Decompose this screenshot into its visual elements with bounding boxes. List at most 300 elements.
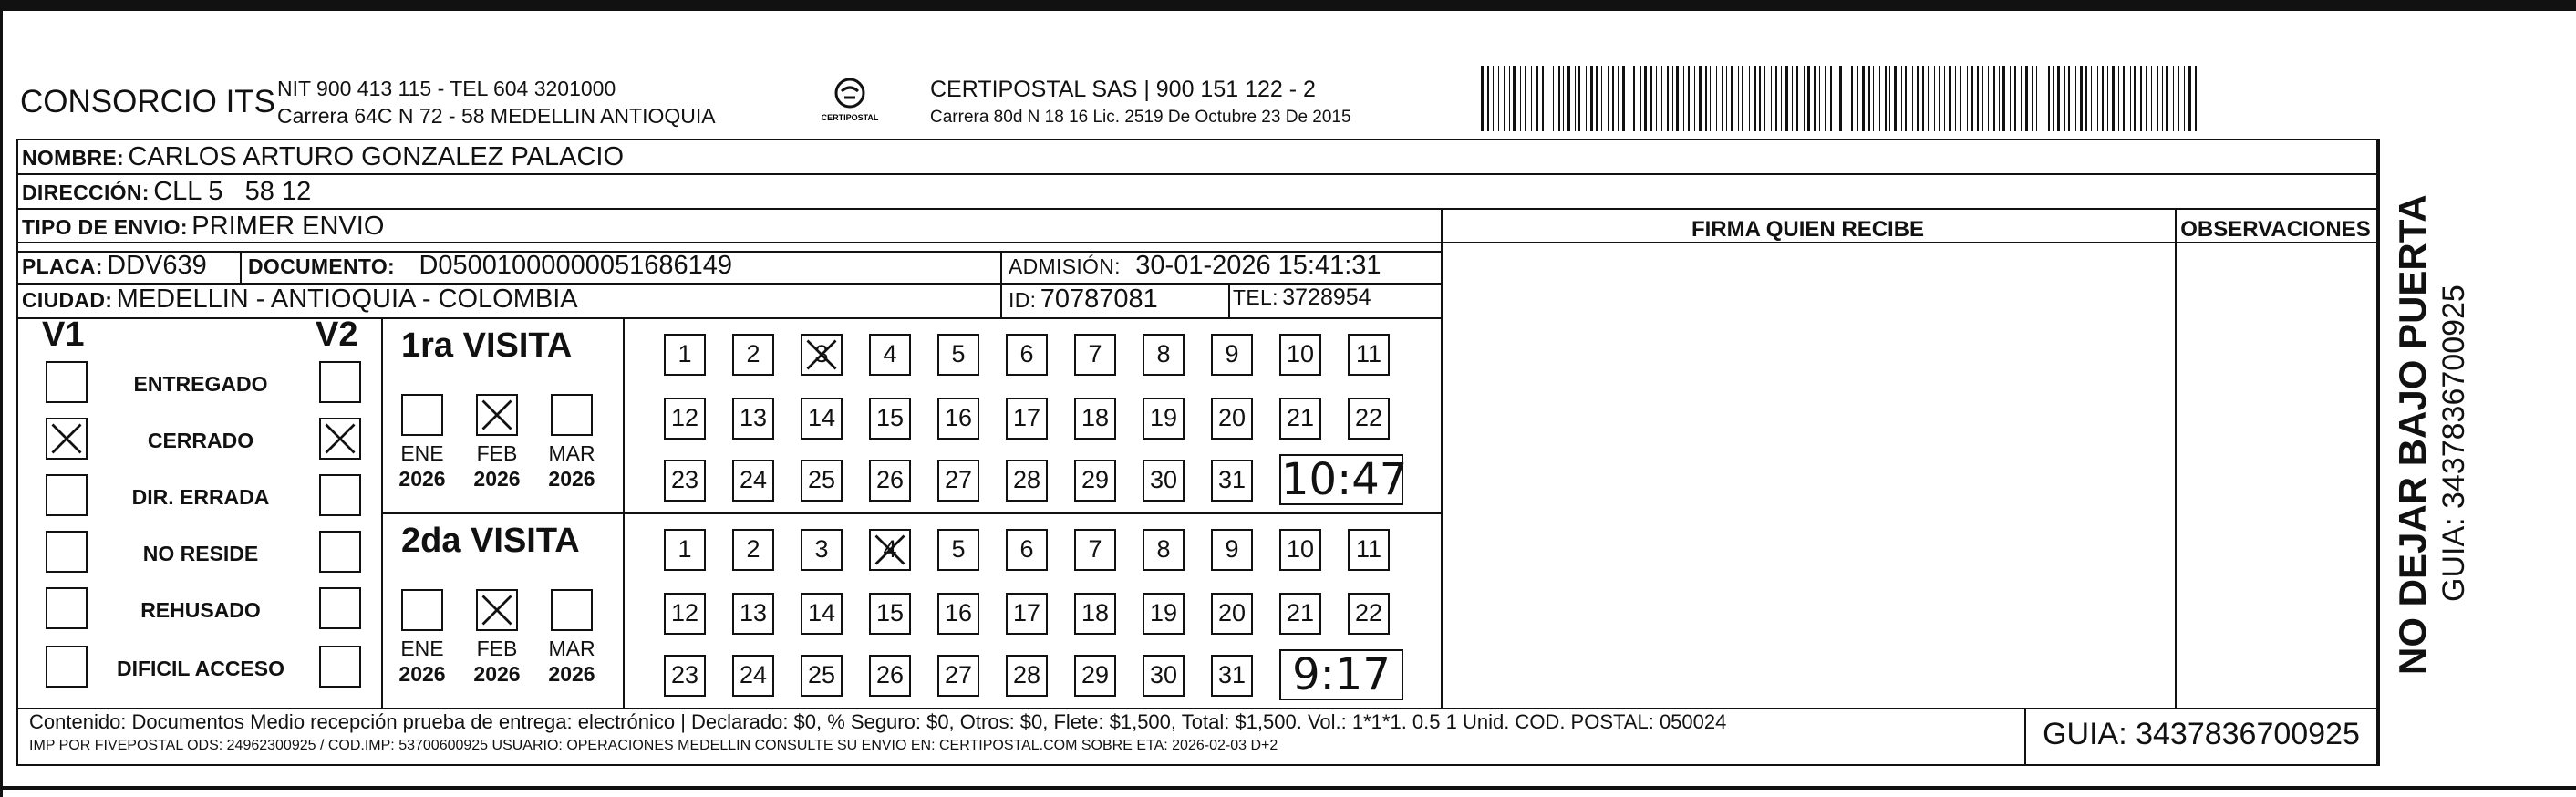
day-box[interactable] bbox=[801, 460, 843, 502]
barcode-bar bbox=[1590, 66, 1593, 131]
visit-time: 9:17 bbox=[1279, 649, 1403, 700]
month-name: MAR bbox=[548, 441, 595, 465]
v1-checkbox[interactable] bbox=[46, 587, 88, 629]
day-box[interactable] bbox=[732, 334, 774, 376]
day-box[interactable] bbox=[937, 655, 979, 697]
day-number: 1 bbox=[678, 340, 692, 367]
day-number: 24 bbox=[739, 661, 768, 688]
day-box[interactable] bbox=[1006, 529, 1048, 571]
day-box[interactable] bbox=[801, 334, 843, 376]
barcode-bar bbox=[1531, 66, 1532, 131]
barcode bbox=[1479, 66, 2199, 131]
footer-line2: IMP POR FIVEPOSTAL ODS: 24962300925 / COD.IMP: 53700600925 USUARIO: OPERACIONES MEDELLIN CONSULTE SU ENVIO EN: CERTIPOSTAL.COM SOBRE ETA: 2026-02-03 D+2 bbox=[29, 738, 1278, 753]
barcode-bar bbox=[1775, 66, 1777, 131]
barcode-bar bbox=[1885, 66, 1887, 131]
barcode-bar bbox=[1785, 66, 1788, 131]
nombre-value: CARLOS ARTURO GONZALEZ PALACIO bbox=[128, 142, 625, 171]
v2-checkbox[interactable] bbox=[319, 531, 361, 573]
day-number: 13 bbox=[739, 404, 768, 431]
admision-value: 30-01-2026 15:41:31 bbox=[1135, 251, 1381, 280]
barcode-bar bbox=[2195, 66, 2197, 131]
barcode-bar bbox=[1982, 66, 1983, 131]
day-box[interactable] bbox=[1211, 334, 1253, 376]
day-box[interactable] bbox=[1211, 460, 1253, 502]
day-box[interactable] bbox=[1211, 655, 1253, 697]
day-box[interactable] bbox=[1006, 334, 1048, 376]
v2-checkbox[interactable] bbox=[319, 361, 361, 403]
day-box[interactable] bbox=[1143, 334, 1185, 376]
barcode-bar bbox=[1513, 66, 1516, 131]
check-mark-icon bbox=[478, 396, 516, 434]
day-number: 8 bbox=[1156, 535, 1171, 563]
side-guia: GUIA: 3437836700925 bbox=[2436, 285, 2471, 602]
barcode-bar bbox=[2107, 66, 2108, 131]
barcode-bar bbox=[2064, 66, 2065, 131]
day-number: 5 bbox=[951, 535, 966, 563]
direccion-row bbox=[22, 177, 311, 207]
firma-header: FIRMA QUIEN RECIBE bbox=[1691, 217, 1925, 242]
barcode-bar bbox=[2080, 66, 2083, 131]
barcode-bar bbox=[1960, 66, 1961, 131]
day-box[interactable] bbox=[937, 593, 979, 635]
day-number: 27 bbox=[944, 661, 973, 688]
day-number: 7 bbox=[1088, 340, 1102, 367]
day-box[interactable] bbox=[1143, 655, 1185, 697]
barcode-bar bbox=[1504, 66, 1505, 131]
barcode-bar bbox=[1830, 66, 1832, 131]
v1-checkbox[interactable] bbox=[46, 418, 88, 460]
barcode-bar bbox=[1901, 66, 1902, 131]
barcode-bar bbox=[1839, 66, 1842, 131]
barcode-bar bbox=[1879, 66, 1880, 131]
barcode-bar bbox=[2162, 66, 2163, 131]
check-mark-icon bbox=[321, 419, 359, 458]
day-box[interactable] bbox=[664, 655, 706, 697]
day-number: 31 bbox=[1217, 466, 1247, 493]
barcode-bar bbox=[1650, 66, 1652, 131]
placa-value: DDV639 bbox=[107, 251, 207, 280]
check-mark-icon bbox=[47, 419, 86, 458]
barcode-bar bbox=[1796, 66, 1798, 131]
barcode-bar bbox=[2134, 66, 2136, 131]
status-label: REHUSADO bbox=[140, 598, 261, 622]
col-line bbox=[2376, 139, 2378, 766]
v1-checkbox[interactable] bbox=[46, 646, 88, 688]
status-label: CERRADO bbox=[147, 429, 254, 452]
v1-checkbox[interactable] bbox=[46, 361, 88, 403]
day-box[interactable] bbox=[1143, 593, 1185, 635]
day-number: 23 bbox=[670, 661, 699, 688]
barcode-bar bbox=[2140, 66, 2142, 131]
month-checkbox[interactable] bbox=[476, 589, 518, 631]
barcode-bar bbox=[1949, 66, 1951, 131]
barcode-bar bbox=[1622, 66, 1625, 131]
barcode-bar bbox=[1672, 66, 1673, 131]
barcode-bar bbox=[2151, 66, 2152, 131]
v2-checkbox[interactable] bbox=[319, 587, 361, 629]
left-border bbox=[0, 0, 3, 797]
month-year: 2026 bbox=[473, 467, 521, 491]
v1-checkbox[interactable] bbox=[46, 531, 88, 573]
day-number: 15 bbox=[875, 599, 905, 626]
id-row bbox=[1009, 285, 1158, 315]
status-label: DIR. ERRADA bbox=[131, 485, 270, 509]
barcode-bar bbox=[1792, 66, 1793, 131]
day-box[interactable] bbox=[664, 460, 706, 502]
bottom-border bbox=[0, 786, 2576, 790]
month-checkbox[interactable] bbox=[551, 394, 593, 436]
day-box[interactable] bbox=[1348, 334, 1390, 376]
barcode-bar bbox=[1955, 66, 1956, 131]
month-name: ENE bbox=[400, 637, 444, 660]
day-number: 17 bbox=[1012, 599, 1041, 626]
v2-checkbox[interactable] bbox=[319, 474, 361, 516]
barcode-bar bbox=[2097, 66, 2098, 131]
barcode-bar bbox=[1967, 66, 1968, 131]
barcode-bar bbox=[2085, 66, 2087, 131]
barcode-bar bbox=[1563, 66, 1564, 131]
v2-checkbox[interactable] bbox=[319, 646, 361, 688]
day-box[interactable] bbox=[1211, 529, 1253, 571]
day-box[interactable] bbox=[1006, 460, 1048, 502]
documento-value: D05001000000051686149 bbox=[419, 251, 732, 280]
day-box[interactable] bbox=[801, 529, 843, 571]
barcode-bar bbox=[2036, 66, 2037, 131]
visit-title: 1ra VISITA bbox=[401, 326, 573, 365]
status-label: ENTREGADO bbox=[133, 372, 268, 396]
month-name: FEB bbox=[476, 637, 518, 660]
barcode-bar bbox=[1988, 66, 1989, 131]
day-number: 21 bbox=[1286, 599, 1315, 626]
day-box[interactable] bbox=[732, 655, 774, 697]
visit-time: 10:47 bbox=[1281, 454, 1408, 505]
barcode-bar bbox=[2010, 66, 2011, 131]
company-name: CONSORCIO ITS bbox=[20, 84, 276, 119]
month-year: 2026 bbox=[398, 662, 446, 686]
barcode-bar bbox=[1699, 66, 1702, 131]
day-box[interactable] bbox=[1348, 593, 1390, 635]
barcode-bar bbox=[1618, 66, 1619, 131]
day-number: 19 bbox=[1149, 404, 1178, 431]
day-box[interactable] bbox=[1074, 655, 1116, 697]
day-box[interactable] bbox=[1279, 398, 1321, 440]
barcode-bar bbox=[2178, 66, 2179, 131]
admision-label: ADMISIÓN: bbox=[1009, 254, 1121, 278]
day-box[interactable] bbox=[801, 398, 843, 440]
day-number: 14 bbox=[807, 404, 836, 431]
day-number: 15 bbox=[875, 404, 905, 431]
check-mark-icon bbox=[802, 336, 841, 374]
certipostal-logo bbox=[813, 73, 886, 128]
day-number: 22 bbox=[1354, 599, 1383, 626]
day-box[interactable] bbox=[732, 460, 774, 502]
day-box[interactable] bbox=[1211, 593, 1253, 635]
barcode-bar bbox=[1814, 66, 1816, 131]
barcode-bar bbox=[1738, 66, 1739, 131]
ciudad-label: CIUDAD: bbox=[22, 288, 113, 312]
v1-checkbox[interactable] bbox=[46, 474, 88, 516]
day-number: 14 bbox=[807, 599, 836, 626]
barcode-bar bbox=[1558, 66, 1560, 131]
barcode-bar bbox=[1640, 66, 1641, 131]
day-number: 6 bbox=[1019, 535, 1034, 563]
barcode-bar bbox=[2157, 66, 2158, 131]
barcode-bar bbox=[1596, 66, 1598, 131]
day-number: 30 bbox=[1149, 661, 1178, 688]
day-box[interactable] bbox=[1074, 398, 1116, 440]
day-box[interactable] bbox=[801, 593, 843, 635]
day-number: 10 bbox=[1286, 535, 1315, 563]
month-checkbox[interactable] bbox=[551, 589, 593, 631]
barcode-bar bbox=[1771, 66, 1772, 131]
day-box[interactable] bbox=[1143, 529, 1185, 571]
barcode-bar bbox=[1889, 66, 1890, 131]
day-box[interactable] bbox=[1074, 529, 1116, 571]
barcode-bar bbox=[1971, 66, 1973, 131]
barcode-bar bbox=[1781, 66, 1782, 131]
day-box[interactable] bbox=[1143, 460, 1185, 502]
month-checkbox[interactable] bbox=[476, 394, 518, 436]
barcode-bar bbox=[1667, 66, 1669, 131]
col-line bbox=[240, 251, 242, 283]
day-box[interactable] bbox=[1279, 529, 1321, 571]
day-box[interactable] bbox=[1006, 655, 1048, 697]
tel-label: TEL: bbox=[1233, 285, 1278, 309]
day-box[interactable] bbox=[937, 460, 979, 502]
day-box[interactable] bbox=[937, 529, 979, 571]
day-number: 12 bbox=[670, 404, 699, 431]
barcode-bar bbox=[1509, 66, 1510, 131]
barcode-bar bbox=[2130, 66, 2131, 131]
barcode-bar bbox=[1922, 66, 1924, 131]
day-box[interactable] bbox=[869, 398, 911, 440]
tipo-label: TIPO DE ENVIO: bbox=[22, 215, 188, 239]
barcode-bar bbox=[2002, 66, 2005, 131]
barcode-bar bbox=[1710, 66, 1711, 131]
day-number: 9 bbox=[1225, 535, 1239, 563]
day-number: 16 bbox=[944, 404, 973, 431]
barcode-bar bbox=[1862, 66, 1865, 131]
day-number: 18 bbox=[1081, 404, 1110, 431]
barcode-bar bbox=[2184, 66, 2185, 131]
barcode-bar bbox=[1567, 66, 1570, 131]
barcode-bar bbox=[2102, 66, 2104, 131]
barcode-bar bbox=[2188, 66, 2191, 131]
barcode-bar bbox=[1575, 66, 1576, 131]
direccion-label: DIRECCIÓN: bbox=[22, 181, 150, 204]
day-box[interactable] bbox=[732, 593, 774, 635]
barcode-bar bbox=[2032, 66, 2033, 131]
col-line bbox=[2175, 208, 2177, 708]
barcode-bar bbox=[1873, 66, 1874, 131]
direccion-value: CLL 5 58 12 bbox=[153, 177, 312, 206]
day-box[interactable] bbox=[1074, 593, 1116, 635]
barcode-bar bbox=[1525, 66, 1526, 131]
barcode-bar bbox=[1804, 66, 1805, 131]
barcode-bar bbox=[2091, 66, 2092, 131]
tel-value: 3728954 bbox=[1282, 285, 1371, 310]
day-box[interactable] bbox=[869, 529, 911, 571]
id-label: ID: bbox=[1009, 288, 1037, 312]
day-box[interactable] bbox=[1006, 593, 1048, 635]
day-box[interactable] bbox=[869, 593, 911, 635]
barcode-bar bbox=[2146, 66, 2147, 131]
day-number: 22 bbox=[1354, 404, 1383, 431]
barcode-bar bbox=[1825, 66, 1826, 131]
month-name: MAR bbox=[548, 637, 595, 660]
day-number: 6 bbox=[1019, 340, 1034, 367]
placa-label: PLACA: bbox=[22, 254, 103, 278]
barcode-bar bbox=[1851, 66, 1853, 131]
barcode-bar bbox=[1586, 66, 1587, 131]
day-box[interactable] bbox=[664, 398, 706, 440]
day-number: 26 bbox=[875, 661, 905, 688]
day-number: 31 bbox=[1217, 661, 1247, 688]
barcode-bar bbox=[1608, 66, 1609, 131]
barcode-bar bbox=[1759, 66, 1761, 131]
day-box[interactable] bbox=[1143, 398, 1185, 440]
barcode-bar bbox=[1722, 66, 1723, 131]
day-box[interactable] bbox=[869, 460, 911, 502]
col-line bbox=[381, 317, 383, 708]
day-box[interactable] bbox=[1074, 334, 1116, 376]
day-number: 29 bbox=[1081, 466, 1110, 493]
month-year: 2026 bbox=[398, 467, 446, 491]
certipostal-line2: Carrera 80d N 18 16 Lic. 2519 De Octubre 23 De 2015 bbox=[930, 108, 1351, 127]
v2-checkbox[interactable] bbox=[319, 418, 361, 460]
barcode-bar bbox=[1553, 66, 1554, 131]
barcode-bar bbox=[2112, 66, 2115, 131]
day-box[interactable] bbox=[937, 334, 979, 376]
barcode-bar bbox=[1716, 66, 1717, 131]
barcode-bar bbox=[1644, 66, 1647, 131]
status-label: NO RESIDE bbox=[142, 542, 259, 565]
day-number: 4 bbox=[883, 535, 897, 563]
status-label: DIFICIL ACCESO bbox=[116, 657, 284, 680]
barcode-bar bbox=[1905, 66, 1907, 131]
barcode-bar bbox=[1661, 66, 1662, 131]
day-number: 18 bbox=[1081, 599, 1110, 626]
day-box[interactable] bbox=[1074, 460, 1116, 502]
day-box[interactable] bbox=[732, 529, 774, 571]
day-number: 9 bbox=[1225, 340, 1239, 367]
footer-line1: Contenido: Documentos Medio recepción prueba de entrega: electrónico | Declarado: $0, % Seguro: $0, Otros: $0, Flete: $1,500, Total: $1,500. Vol.: 1*1*1. 0.5 1 Unid. COD. POSTAL: 050024 bbox=[29, 710, 1727, 733]
top-border bbox=[0, 0, 2576, 11]
check-mark-icon bbox=[478, 591, 516, 629]
day-box[interactable] bbox=[732, 398, 774, 440]
logo-text: CERTIPOSTAL bbox=[821, 113, 879, 122]
footer-guia: GUIA: 3437836700925 bbox=[2043, 717, 2360, 751]
barcode-bar bbox=[1807, 66, 1810, 131]
col-line bbox=[1000, 251, 1002, 317]
documento-row bbox=[248, 251, 732, 281]
barcode-bar bbox=[1520, 66, 1521, 131]
day-number: 11 bbox=[1355, 340, 1382, 367]
col-line bbox=[1441, 208, 1443, 708]
day-box[interactable] bbox=[1211, 398, 1253, 440]
barcode-bar bbox=[1977, 66, 1979, 131]
day-number: 20 bbox=[1217, 599, 1247, 626]
day-number: 30 bbox=[1149, 466, 1178, 493]
tipo-value: PRIMER ENVIO bbox=[191, 212, 385, 241]
barcode-bar bbox=[2014, 66, 2016, 131]
month-checkbox[interactable] bbox=[401, 394, 443, 436]
month-year: 2026 bbox=[548, 467, 595, 491]
day-box[interactable] bbox=[1006, 398, 1048, 440]
day-number: 11 bbox=[1355, 535, 1382, 563]
v1-header: V1 bbox=[42, 316, 85, 354]
day-box[interactable] bbox=[664, 593, 706, 635]
day-box[interactable] bbox=[664, 529, 706, 571]
day-number: 27 bbox=[944, 466, 973, 493]
barcode-bar bbox=[1993, 66, 1995, 131]
certipostal-line1: CERTIPOSTAL SAS | 900 151 122 - 2 bbox=[930, 77, 1316, 102]
day-number: 7 bbox=[1088, 535, 1102, 563]
day-box[interactable] bbox=[1348, 529, 1390, 571]
barcode-bar bbox=[1912, 66, 1913, 131]
observaciones-header: OBSERVACIONES bbox=[2180, 217, 2371, 242]
barcode-bar bbox=[1928, 66, 1929, 131]
col-line bbox=[623, 317, 625, 708]
barcode-bar bbox=[1934, 66, 1935, 131]
nit-line: NIT 900 413 115 - TEL 604 3201000 bbox=[277, 77, 616, 100]
barcode-bar bbox=[1857, 66, 1858, 131]
month-checkbox[interactable] bbox=[401, 589, 443, 631]
day-box[interactable] bbox=[1348, 398, 1390, 440]
day-number: 23 bbox=[670, 466, 699, 493]
barcode-bar bbox=[2173, 66, 2174, 131]
side-no-dejar: NO DEJAR BAJO PUERTA bbox=[2391, 194, 2434, 675]
barcode-bar bbox=[2057, 66, 2060, 131]
day-number: 8 bbox=[1156, 340, 1171, 367]
day-number: 16 bbox=[944, 599, 973, 626]
barcode-bar bbox=[2068, 66, 2070, 131]
barcode-bar bbox=[1868, 66, 1870, 131]
barcode-bar bbox=[1819, 66, 1820, 131]
tel-row bbox=[1233, 285, 1371, 311]
day-box[interactable] bbox=[869, 334, 911, 376]
day-box[interactable] bbox=[869, 655, 911, 697]
placa-row bbox=[22, 251, 207, 281]
barcode-bar bbox=[1683, 66, 1684, 131]
barcode-bar bbox=[1939, 66, 1940, 131]
barcode-bar bbox=[1726, 66, 1727, 131]
day-box[interactable] bbox=[937, 398, 979, 440]
barcode-bar bbox=[1498, 66, 1499, 131]
barcode-bar bbox=[1999, 66, 2000, 131]
barcode-bar bbox=[1754, 66, 1756, 131]
barcode-bar bbox=[2025, 66, 2028, 131]
barcode-bar bbox=[1481, 66, 1484, 131]
barcode-bar bbox=[1578, 66, 1580, 131]
day-number: 12 bbox=[670, 599, 699, 626]
day-number: 21 bbox=[1286, 404, 1315, 431]
admision-row bbox=[1009, 251, 1381, 281]
day-number: 2 bbox=[746, 340, 760, 367]
day-number: 25 bbox=[807, 661, 836, 688]
row-line bbox=[16, 173, 2380, 175]
barcode-bar bbox=[1487, 66, 1489, 131]
barcode-bar bbox=[1894, 66, 1897, 131]
day-box[interactable] bbox=[664, 334, 706, 376]
day-number: 10 bbox=[1286, 340, 1315, 367]
day-box[interactable] bbox=[1279, 593, 1321, 635]
day-box[interactable] bbox=[1279, 334, 1321, 376]
row-line bbox=[16, 208, 2380, 210]
day-box[interactable] bbox=[801, 655, 843, 697]
check-mark-icon bbox=[871, 531, 909, 569]
nombre-row bbox=[22, 142, 624, 172]
